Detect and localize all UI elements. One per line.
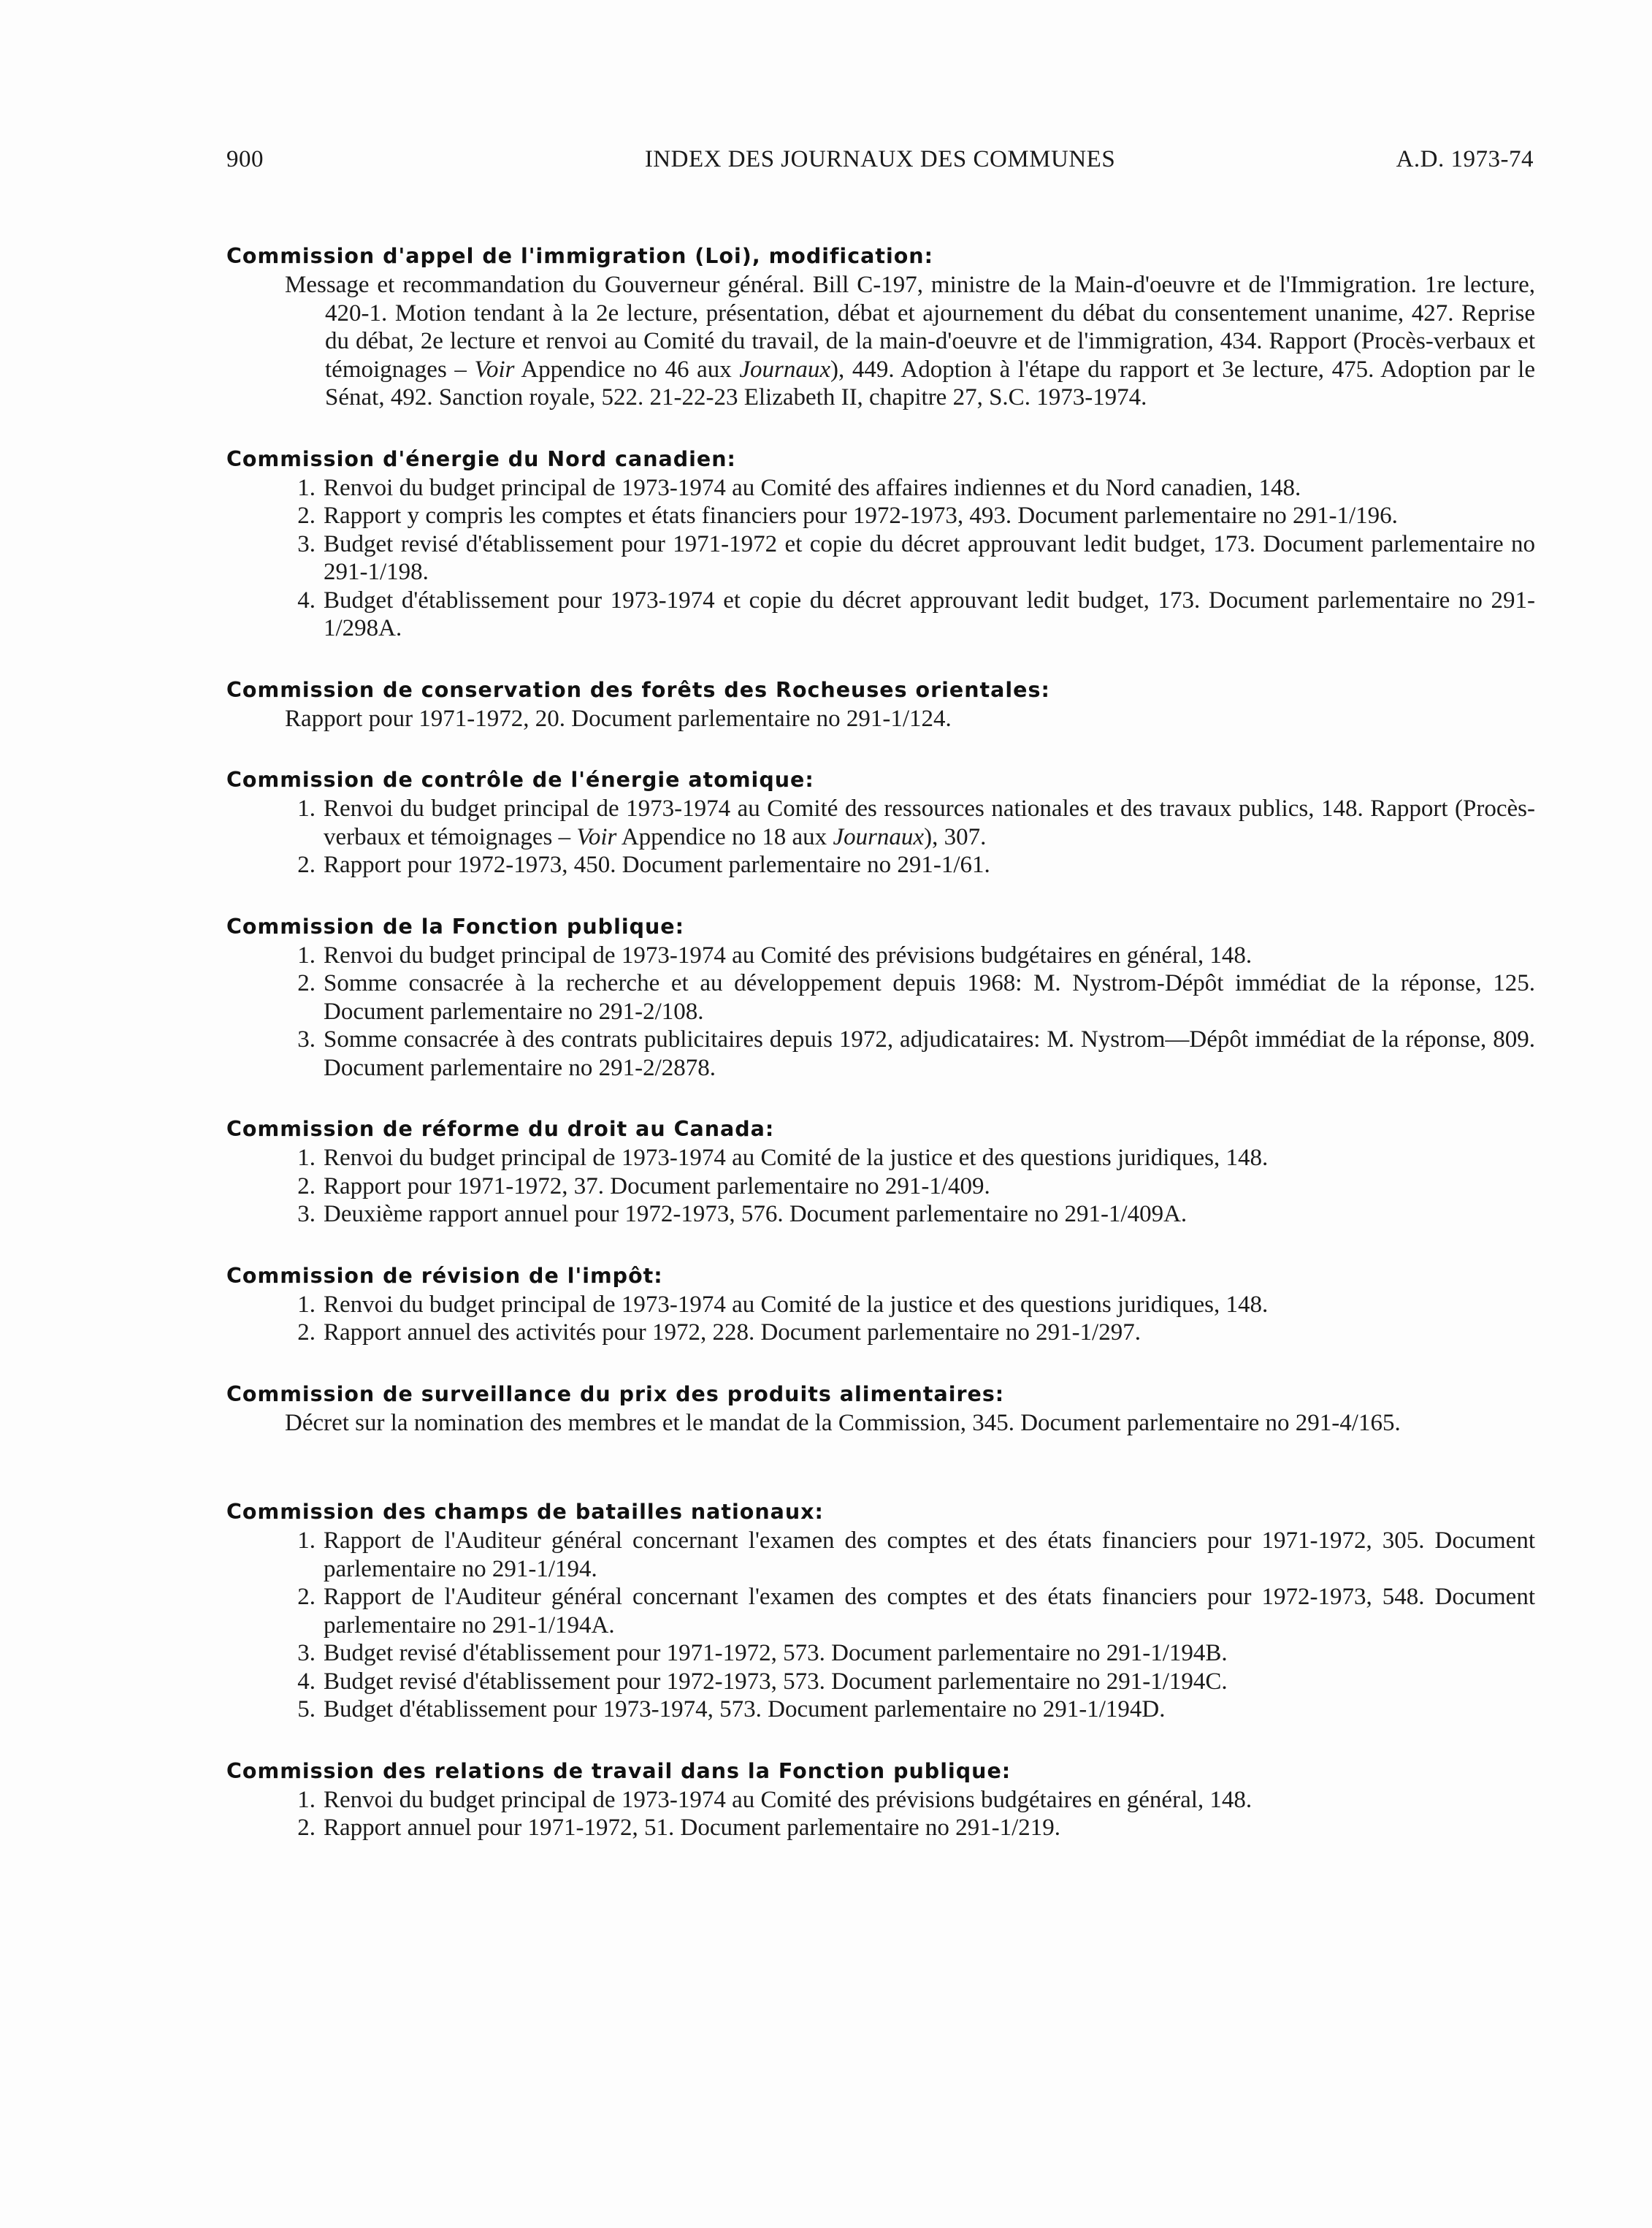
entry-item: 1 . Renvoi du budget principal de 1973-1974 au Comité de la justice et des questions juridiques, 148. (226, 1144, 1535, 1172)
entry-items (226, 942, 1535, 1083)
entry-items (226, 1527, 1535, 1724)
entry-item: 1 . Rapport de l'Auditeur général concernant l'examen des comptes et des états financiers pour 1971-1972, 305. Document parlementaire no 291-1/194. (226, 1527, 1535, 1583)
entry-item: 2 . Rapport annuel pour 1971-1972, 51. Document parlementaire no 291-1/219. (226, 1814, 1535, 1842)
entry-heading: Commission de conservation des forêts des Rocheuses orientales: (226, 677, 1050, 702)
entry-items (226, 474, 1535, 643)
entry-item: 2 . Rapport annuel des activités pour 1972, 228. Document parlementaire no 291-1/297. (226, 1319, 1535, 1347)
entry-item: 2 . Rapport y compris les comptes et états financiers pour 1972-1973, 493. Document parlementaire no 291-1/196. (226, 502, 1535, 530)
entry-text: Rapport pour 1971-1972, 20. Document parlementaire no 291-1/124. (285, 705, 952, 732)
entry-item: 2 . Rapport pour 1971-1972, 37. Document parlementaire no 291-1/409. (226, 1172, 1535, 1201)
index-entry (226, 243, 1535, 412)
entry-heading: Commission de contrôle de l'énergie atomique: (226, 768, 814, 792)
entry-item: 2 . Rapport de l'Auditeur général concernant l'examen des comptes et des états financiers pour 1972-1973, 548. Document parlementaire no 291-1/194A. (226, 1583, 1535, 1639)
entry-heading: Commission de la Fonction publique: (226, 914, 685, 939)
entry-heading: Commission de révision de l'impôt: (226, 1263, 663, 1288)
entry-item: 4 . Budget revisé d'établissement pour 1972-1973, 573. Document parlementaire no 291-1/194C. (226, 1668, 1535, 1696)
entry-item: 4 . Budget d'établissement pour 1973-1974 et copie du décret approuvant ledit budget, 173. Document parlementaire no 291-1/298A. (226, 587, 1535, 643)
entry-item: 3 . Budget revisé d'établissement pour 1971-1972, 573. Document parlementaire no 291-1/194B. (226, 1639, 1535, 1668)
entry-items (226, 1291, 1535, 1347)
entry-item: 1 . Renvoi du budget principal de 1973-1974 au Comité de la justice et des questions juridiques, 148. (226, 1291, 1535, 1319)
entry-heading: Commission de réforme du droit au Canada: (226, 1117, 775, 1141)
index-entry (226, 913, 1535, 1083)
entry-items (226, 1144, 1535, 1229)
entry-item: 3 . Somme consacrée à des contrats publicitaires depuis 1972, adjudicataires: M. Nystrom—Dépôt immédiat de la réponse, 809. Document parlementaire no 291-2/2878. (226, 1026, 1535, 1082)
entry-heading: Commission d'énergie du Nord canadien: (226, 446, 736, 471)
entry-item: 3 . Budget revisé d'établissement pour 1971-1972 et copie du décret approuvant ledit budget, 173. Document parlementaire no 291-1/198. (226, 530, 1535, 587)
index-entry (226, 766, 1535, 880)
entry-item: 1 . Renvoi du budget principal de 1973-1974 au Comité des prévisions budgétaires en général, 148. (226, 942, 1535, 970)
entry-item: 2 . Somme consacrée à la recherche et au développement depuis 1968: M. Nystrom-Dépôt immédiat de la réponse, 125. Document parlementaire no 291-2/108. (226, 969, 1535, 1026)
entry-heading: Commission des champs de batailles nationaux: (226, 1500, 824, 1524)
page-year: A.D. 1973-74 (1396, 146, 1534, 172)
index-entry (226, 1381, 1535, 1438)
entry-item: 1 . Renvoi du budget principal de 1973-1974 au Comité des affaires indiennes et du Nord canadien, 148. (226, 474, 1535, 503)
index-entry (226, 676, 1535, 733)
entry-item: 1 . Renvoi du budget principal de 1973-1974 au Comité des ressources nationales et des travaux publics, 148. Rapport (Procès-verbaux et témoignages – Voir Appendice no 18 aux Journaux), 307. (226, 795, 1535, 851)
index-entry (226, 1498, 1535, 1724)
entry-item: 3 . Deuxième rapport annuel pour 1972-1973, 576. Document parlementaire no 291-1/409A. (226, 1200, 1535, 1229)
running-header (226, 146, 1534, 183)
entry-items (226, 795, 1535, 880)
entry-item: 2 . Rapport pour 1972-1973, 450. Document parlementaire no 291-1/61. (226, 851, 1535, 880)
page-title: INDEX DES JOURNAUX DES COMMUNES (644, 146, 1116, 172)
entry-heading: Commission d'appel de l'immigration (Loi), modification: (226, 244, 933, 268)
index-entry (226, 446, 1535, 643)
entry-item: 5 . Budget d'établissement pour 1973-1974, 573. Document parlementaire no 291-1/194D. (226, 1695, 1535, 1724)
entry-items (226, 1786, 1535, 1842)
index-entry (226, 1262, 1535, 1347)
index-entries (226, 243, 1535, 1876)
entry-heading: Commission des relations de travail dans la Fonction publique: (226, 1758, 1012, 1783)
index-entry (226, 1115, 1535, 1229)
entry-text: Décret sur la nomination des membres et le mandat de la Commission, 345. Document parlementaire no 291-4/165. (285, 1409, 1401, 1436)
entry-heading: Commission de surveillance du prix des produits alimentaires: (226, 1381, 1005, 1406)
page-number: 900 (226, 146, 264, 172)
entry-item: 1 . Renvoi du budget principal de 1973-1974 au Comité des prévisions budgétaires en général, 148. (226, 1786, 1535, 1815)
index-entry (226, 1758, 1535, 1842)
entry-text: Message et recommandation du Gouverneur général. Bill C-197, ministre de la Main-d'oeuvre et de l'Immigration. 1re lecture, 420-1. Motion tendant à la 2e lecture, présentation, débat et ajournement du débat du consentement unanime, 427. Reprise du débat, 2e lecture et renvoi au Comité du travail, de la main-d'oeuvre et de l'immigration, 434. Rapport (Procès-verbaux et témoignages – Voir Appendice no 46 aux Journaux), 449. Adoption à l'étape du rapport et 3e lecture, 475. Adoption par le Sénat, 492. Sanction royale, 522. 21-22-23 Elizabeth II, chapitre 27, S.C. 1973-1974. (285, 272, 1535, 411)
